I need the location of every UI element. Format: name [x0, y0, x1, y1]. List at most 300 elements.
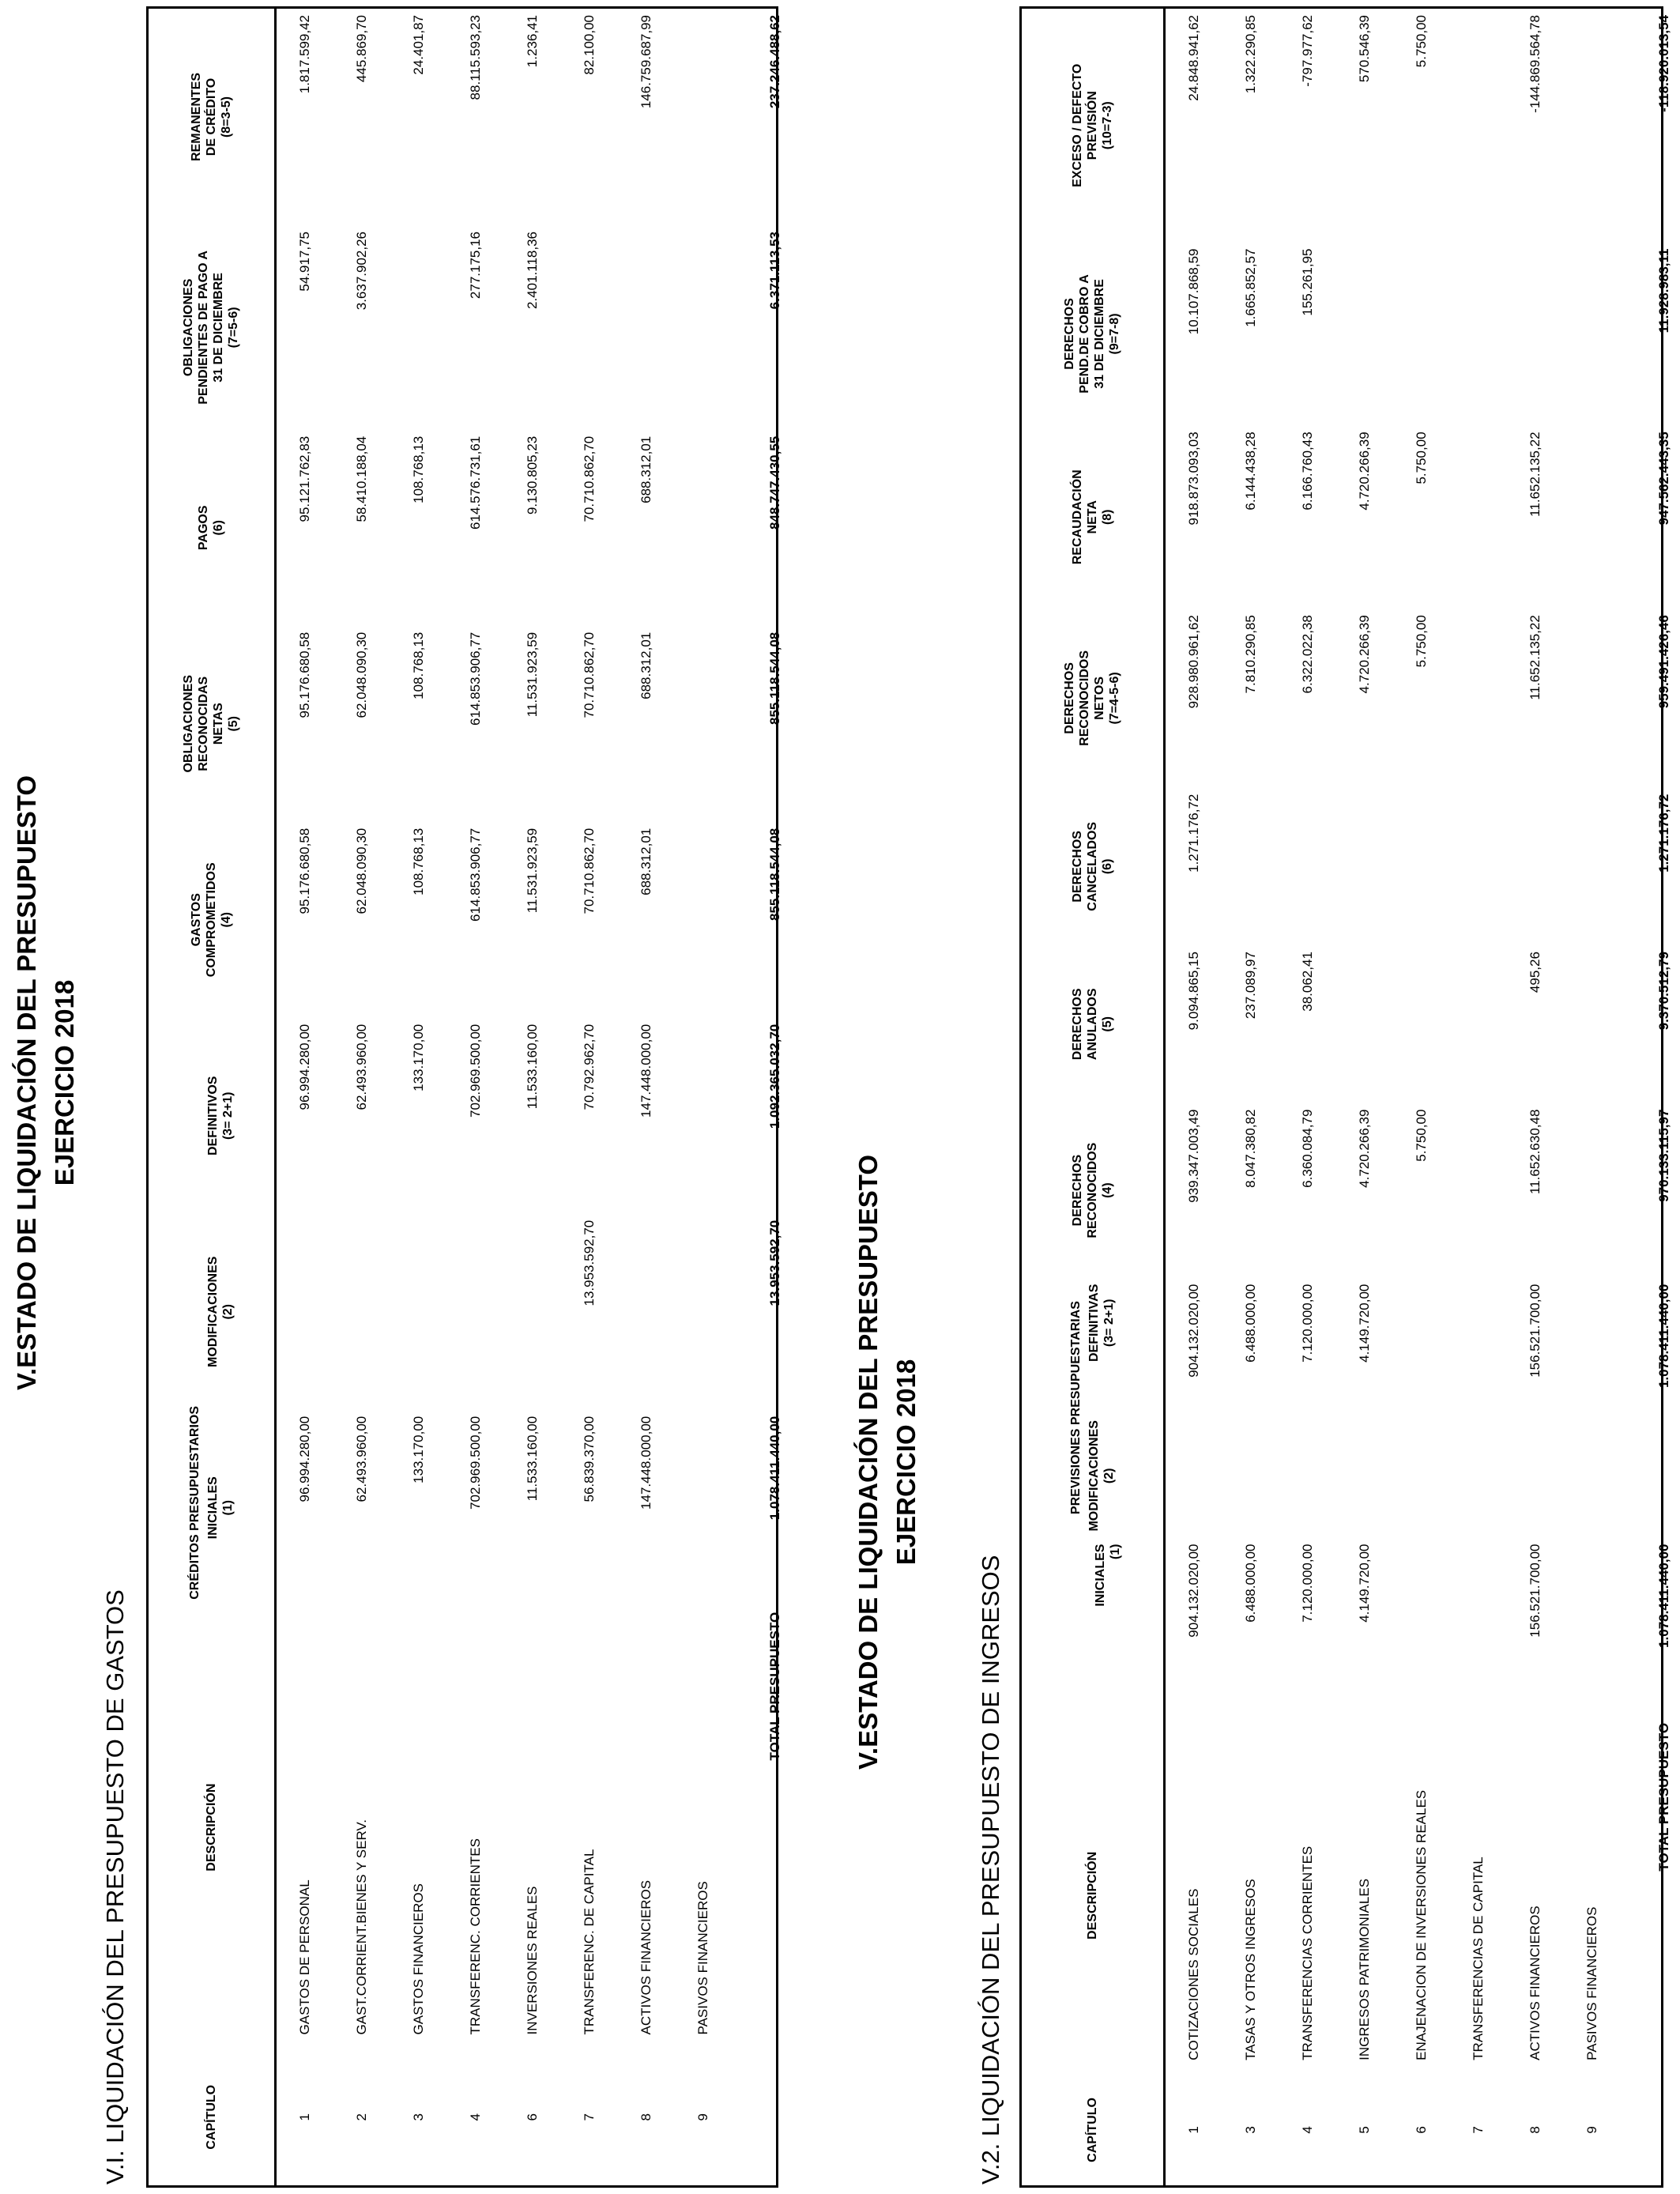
- header-pagos-label: PAGOS: [197, 505, 211, 551]
- table-row: [390, 9, 447, 2185]
- ingresos-cell-cap: 5: [1356, 2126, 1372, 2134]
- gastos-cell-com: 108.768,13: [410, 827, 426, 895]
- ingresos-title-block: [849, 790, 925, 2134]
- gastos-cell-pag: 70.710.862,70: [581, 435, 597, 522]
- ingresos-cell-cap: 6: [1413, 2126, 1429, 2134]
- gastos-cell-def: 133.170,00: [410, 1023, 426, 1091]
- ingresos-cell-mod: [1564, 1435, 1621, 1537]
- gastos-cell-cap: 4: [467, 2113, 483, 2121]
- table-row: [1336, 9, 1393, 2185]
- gastos-total-remanentes: 237.246.488,62: [767, 15, 782, 109]
- gastos-cell-obl: 614.853.906,77: [467, 631, 483, 726]
- gastos-cell-obl: 688.312,01: [638, 631, 654, 699]
- gastos-cell-def: 702.969.500,00: [467, 1023, 483, 1118]
- gastos-total-definitivos: 1.092.365.032,70: [767, 1023, 782, 1129]
- ingresos-cell-pen: 1.665.852,57: [1242, 248, 1258, 327]
- ingresos-cell-ini: 904.132.020,00: [1185, 1544, 1201, 1638]
- ingresos-cell-anu: [1393, 945, 1450, 1103]
- gastos-total-row: [732, 9, 819, 2185]
- table-row: [504, 9, 561, 2185]
- ingresos-cell-pen: [1393, 243, 1450, 426]
- gastos-total-iniciales: 1.078.411.440,00: [767, 1416, 782, 1521]
- ingresos-cell-mod: [1222, 1435, 1279, 1537]
- gastos-cell-ini: 147.448.000,00: [638, 1416, 654, 1510]
- gastos-cell-def: 147.448.000,00: [638, 1023, 654, 1118]
- header-obligaciones-l3: NETAS: [212, 703, 226, 745]
- header-comprometidos-l1: GASTOS: [189, 893, 203, 947]
- ingresos-cell-rec: 4.720.266,39: [1356, 1109, 1372, 1188]
- ing-header-capitulo: CAPÍTULO: [1022, 2075, 1164, 2185]
- gastos-cell-mod: [333, 1214, 390, 1410]
- gastos-cell-com: 95.176.680,58: [296, 827, 312, 914]
- ing-header-iniciales-code: (1): [1109, 1544, 1123, 1560]
- ing-header-pendientes-l3: 31 DE DICIEMBRE: [1093, 279, 1107, 389]
- ingresos-cell-rec: 6.360.084,79: [1299, 1109, 1315, 1188]
- ing-header-netos-l1: DERECHOS: [1063, 662, 1077, 734]
- total-cap-cell: [732, 2049, 819, 2185]
- gastos-total-label: TOTAL PRESUPUESTO: [767, 1612, 782, 1761]
- ingresos-cell-desc: TASAS Y OTROS INGRESOS: [1242, 1879, 1258, 2060]
- header-pendientes-l3: 31 DE DICIEMBRE: [212, 273, 226, 383]
- header-pagos: [149, 430, 275, 626]
- ingresos-cell-desc: PASIVOS FINANCIEROS: [1584, 1906, 1599, 2060]
- gastos-cell-obl: 62.048.090,30: [353, 631, 369, 718]
- ingresos-cell-exc: 570.546,39: [1356, 15, 1372, 83]
- gastos-cell-desc: GASTOS DE PERSONAL: [296, 1879, 312, 2035]
- ingresos-cell-cap: 3: [1242, 2126, 1258, 2134]
- ingresos-cell-mod: [1164, 1435, 1222, 1537]
- gastos-cell-mod: [390, 1214, 447, 1410]
- gastos-cell-ini: 702.969.500,00: [467, 1416, 483, 1510]
- table-row: [1164, 9, 1222, 2185]
- gastos-section-heading: V.I. LIQUIDACIÓN DEL PRESUPUESTO DE GASTOS: [101, 1589, 129, 2185]
- gastos-cell-rem: 88.115.593,23: [467, 15, 483, 100]
- ing-header-iniciales: [1022, 1538, 1164, 1717]
- ing-header-exceso-l1: EXCESO / DEFECTO: [1070, 63, 1084, 187]
- gastos-total-obligaciones: 855.118.544,08: [767, 631, 782, 725]
- gastos-cell-cap: 8: [638, 2113, 654, 2121]
- header-comprometidos: [149, 822, 275, 1018]
- gastos-cell-rem: 146.759.687,99: [638, 15, 654, 109]
- ing-header-exceso: [1022, 9, 1164, 243]
- gastos-cell-def: [675, 1018, 732, 1214]
- ingresos-total-definitivas: 1.078.411.440,00: [1656, 1284, 1671, 1389]
- ing-header-group-previsiones: PREVISIONES PRESUPUESTARIAS: [1068, 1301, 1083, 1515]
- ingresos-cell-desc: INGRESOS PATRIMONIALES: [1356, 1878, 1372, 2060]
- ingresos-cell-rau: 6.144.438,28: [1242, 432, 1258, 511]
- header-obligaciones-l2: RECONOCIDAS: [197, 676, 211, 771]
- ingresos-cell-can: [1336, 788, 1393, 945]
- gastos-cell-pen: 3.637.902,26: [353, 231, 369, 311]
- ingresos-cell-ini: 4.149.720,00: [1356, 1544, 1372, 1623]
- gastos-title-block: [8, 32, 84, 2134]
- ing-header-exceso-l2: PREVISIÓN: [1085, 91, 1099, 160]
- ing-header-modificaciones-code: (2): [1102, 1468, 1116, 1484]
- gastos-cell-rem: 445.869,70: [353, 15, 369, 83]
- gastos-cell-desc: TRANSFERENC. DE CAPITAL: [581, 1849, 597, 2035]
- ingresos-cell-desc: TRANSFERENCIAS CORRIENTES: [1299, 1845, 1315, 2060]
- gastos-cell-desc: GASTOS FINANCIEROS: [410, 1883, 426, 2035]
- header-definitivos-label: DEFINITIVOS: [205, 1076, 220, 1155]
- ingresos-cell-mod: [1279, 1435, 1336, 1537]
- table-row: [561, 9, 618, 2185]
- header-pendientes-code: (7=5-6): [227, 307, 241, 349]
- gastos-total-modificaciones: 13.953.592,70: [767, 1220, 782, 1306]
- header-comprometidos-code: (4): [219, 911, 233, 928]
- ingresos-cell-rau: [1564, 425, 1621, 609]
- ingresos-cell-rec: 5.750,00: [1413, 1109, 1429, 1162]
- ingresos-cell-net: 7.810.290,85: [1242, 615, 1258, 694]
- ingresos-cell-pen: 10.107.868,59: [1185, 248, 1201, 335]
- ing-header-anulados-l2: ANULADOS: [1085, 988, 1099, 1061]
- ingresos-cell-cap: 9: [1584, 2126, 1599, 2134]
- gastos-cell-mod: [504, 1214, 561, 1410]
- ing-header-netos-l3: NETOS: [1093, 676, 1107, 720]
- gastos-cell-desc: INVERSIONES REALES: [524, 1886, 540, 2035]
- table-row: [333, 9, 390, 2185]
- ing-header-modificaciones-label: MODIFICACIONES: [1087, 1420, 1101, 1532]
- ingresos-cell-anu: 495,26: [1527, 952, 1543, 993]
- gastos-cell-ini: 96.994.280,00: [296, 1416, 312, 1502]
- ingresos-cell-desc: COTIZACIONES SOCIALES: [1185, 1888, 1201, 2060]
- gastos-cell-com: 614.853.906,77: [467, 827, 483, 922]
- ingresos-cell-can: [1393, 788, 1450, 945]
- header-comprometidos-l2: COMPROMETIDOS: [204, 862, 218, 978]
- ing-header-pendientes-code: (9=7-8): [1108, 313, 1122, 355]
- ingresos-cell-def: 4.149.720,00: [1356, 1284, 1372, 1363]
- header-iniciales-code: (1): [220, 1499, 235, 1516]
- gastos-cell-cap: 1: [296, 2113, 312, 2121]
- gastos-total-pendientes: 6.371.113,53: [767, 231, 782, 310]
- ingresos-cell-def: 904.132.020,00: [1185, 1284, 1201, 1378]
- gastos-cell-ini: 56.839.370,00: [581, 1416, 597, 1502]
- gastos-cell-com: 62.048.090,30: [353, 827, 369, 914]
- ing-header-recaudacion-l2: NETA: [1085, 500, 1099, 534]
- gastos-cell-ini: 62.493.960,00: [353, 1416, 369, 1502]
- gastos-cell-cap: 2: [353, 2113, 369, 2121]
- ingresos-cell-anu: 9.094.865,15: [1185, 952, 1201, 1031]
- gastos-header-row: [149, 9, 275, 2185]
- table-row: [675, 9, 732, 2185]
- ing-header-pendientes-l1: DERECHOS: [1063, 298, 1077, 370]
- ingresos-cell-pen: 155.261,95: [1299, 248, 1315, 316]
- table-row: [1450, 9, 1507, 2185]
- ingresos-cell-mod: [1393, 1435, 1450, 1537]
- gastos-table: [149, 9, 819, 2185]
- ingresos-cell-rau: 918.873.093,03: [1185, 432, 1201, 526]
- ingresos-cell-rec: 11.652.630,48: [1527, 1109, 1543, 1195]
- ingresos-cell-exc: [1450, 9, 1507, 243]
- ing-header-netos: [1022, 609, 1164, 787]
- gastos-cell-pen: [561, 225, 618, 430]
- header-pendientes-l2: PENDIENTES DE PAGO A: [197, 251, 211, 405]
- ingresos-cell-mod: [1450, 1435, 1507, 1537]
- gastos-cell-pen: 2.401.118,36: [524, 231, 540, 309]
- header-modificaciones-code: (2): [220, 1303, 235, 1320]
- ingresos-cell-rau: [1450, 425, 1507, 609]
- gastos-cell-rem: 1.817.599,42: [296, 15, 312, 94]
- header-remanentes-code: (8=3-5): [219, 96, 233, 138]
- gastos-cell-com: 11.531.923,59: [524, 827, 540, 914]
- ing-header-cancelados-l1: DERECHOS: [1070, 831, 1084, 903]
- gastos-table-frame: [146, 6, 782, 2188]
- header-obligaciones-code: (5): [227, 715, 241, 732]
- gastos-cell-pen: 54.917,75: [296, 231, 312, 292]
- header-remanentes: [149, 9, 275, 225]
- ingresos-cell-pen: [1507, 243, 1564, 426]
- gastos-cell-desc: ACTIVOS FINANCIEROS: [638, 1879, 654, 2035]
- header-capitulo: CAPÍTULO: [149, 2049, 275, 2185]
- gastos-cell-pag: 9.130.805,23: [524, 435, 540, 515]
- ing-header-anulados-l1: DERECHOS: [1070, 988, 1084, 1061]
- ingresos-cell-net: [1450, 609, 1507, 787]
- ingresos-cell-cap: 7: [1470, 2126, 1486, 2134]
- header-modificaciones: [149, 1214, 275, 1410]
- ingresos-cell-ini: 156.521.700,00: [1527, 1544, 1543, 1638]
- ing-header-recaudacion: [1022, 425, 1164, 609]
- table-row: [1507, 9, 1564, 2185]
- gastos-cell-mod: 13.953.592,70: [581, 1220, 597, 1306]
- ing-header-cancelados: [1022, 788, 1164, 945]
- ingresos-cell-anu: 38.062,41: [1299, 952, 1315, 1012]
- ingresos-cell-pen: [1336, 243, 1393, 426]
- ing-header-reconocidos-l1: DERECHOS: [1070, 1154, 1084, 1227]
- gastos-cell-rem: 82.100,00: [581, 15, 597, 75]
- ing-total-cap-cell: [1621, 2075, 1680, 2185]
- ing-header-definitivas-label: DEFINITIVAS: [1087, 1284, 1101, 1362]
- gastos-cell-ini: 133.170,00: [410, 1416, 426, 1483]
- ingresos-total-row: [1621, 9, 1680, 2185]
- ingresos-total-anulados: 9.370.512,79: [1656, 952, 1671, 1031]
- ingresos-cell-rec: 8.047.380,82: [1242, 1109, 1258, 1188]
- header-iniciales-label: INICIALES: [205, 1476, 220, 1540]
- gastos-cell-rem: 24.401,87: [410, 15, 426, 75]
- ing-header-netos-l2: RECONOCIDOS: [1078, 650, 1092, 746]
- ingresos-cell-exc: 1.322.290,85: [1242, 15, 1258, 94]
- gastos-cell-cap: 3: [410, 2113, 426, 2121]
- table-row: [1564, 9, 1621, 2185]
- gastos-cell-def: 11.533.160,00: [524, 1023, 540, 1110]
- gastos-cell-desc: PASIVOS FINANCIEROS: [695, 1881, 710, 2035]
- ingresos-cell-can: [1279, 788, 1336, 945]
- ingresos-cell-rec: [1450, 1103, 1507, 1278]
- ingresos-header-row: [1022, 9, 1164, 2185]
- ingresos-cell-anu: [1564, 945, 1621, 1103]
- ingresos-cell-cap: 1: [1185, 2126, 1201, 2134]
- ing-header-anulados-code: (5): [1100, 1016, 1114, 1032]
- ingresos-cell-desc: TRANSFERENCIAS DE CAPITAL: [1470, 1857, 1486, 2060]
- ingresos-total-cancelados: 1.271.176,72: [1656, 794, 1671, 873]
- gastos-title-line2: EJERCICIO 2018: [50, 979, 79, 1186]
- ingresos-cell-can: [1507, 788, 1564, 945]
- ingresos-cell-net: 928.980.961,62: [1185, 615, 1201, 709]
- ing-header-netos-code: (7=4-5-6): [1108, 672, 1122, 725]
- ingresos-cell-rau: 11.652.135,22: [1527, 432, 1543, 517]
- ingresos-cell-desc: ACTIVOS FINANCIEROS: [1527, 1906, 1543, 2060]
- ingresos-total-exceso: -118.920.013,54: [1656, 15, 1671, 112]
- gastos-cell-com: 70.710.862,70: [581, 827, 597, 914]
- table-row: [275, 9, 333, 2185]
- gastos-cell-pag: 688.312,01: [638, 435, 654, 503]
- ing-header-cancelados-code: (6): [1100, 858, 1114, 875]
- ingresos-cell-rau: 5.750,00: [1413, 432, 1429, 484]
- ingresos-cell-exc: 5.750,00: [1413, 15, 1429, 68]
- ingresos-cell-net: 4.720.266,39: [1356, 615, 1372, 694]
- ingresos-table: [1022, 9, 1680, 2185]
- ingresos-cell-cap: 4: [1299, 2126, 1315, 2134]
- gastos-cell-ini: 11.533.160,00: [524, 1416, 540, 1502]
- ingresos-cell-exc: -144.869.564,78: [1527, 15, 1543, 113]
- gastos-cell-desc: GAST.CORRIENT.BIENES Y SERV.: [353, 1819, 369, 2035]
- header-remanentes-l2: DE CRÉDITO: [204, 77, 218, 156]
- ingresos-total-modificaciones: [1621, 1435, 1680, 1537]
- gastos-cell-mod: [275, 1214, 333, 1410]
- table-row: [618, 9, 675, 2185]
- ing-header-reconocidos-l2: RECONOCIDOS: [1085, 1142, 1099, 1238]
- ingresos-cell-def: [1564, 1278, 1621, 1436]
- ingresos-cell-mod: [1336, 1435, 1393, 1537]
- header-descripcion: DESCRIPCIÓN: [149, 1606, 275, 2049]
- gastos-total-pagos: 848.747.430,55: [767, 435, 782, 530]
- ing-header-pendientes: [1022, 243, 1164, 426]
- ing-header-reconocidos: [1022, 1103, 1164, 1278]
- ingresos-total-reconocidos: 970.133.115,97: [1656, 1109, 1671, 1202]
- header-remanentes-l1: REMANENTES: [189, 72, 203, 161]
- ingresos-cell-can: [1564, 788, 1621, 945]
- ingresos-cell-ini: [1450, 1538, 1507, 1717]
- ingresos-total-label: TOTAL PRESUPUESTO: [1656, 1722, 1671, 1872]
- ingresos-title-line2: EJERCICIO 2018: [891, 1359, 921, 1566]
- gastos-cell-desc: TRANSFERENC. CORRIENTES: [467, 1838, 483, 2035]
- gastos-cell-pen: 277.175,16: [467, 231, 483, 300]
- gastos-cell-def: 70.792.962,70: [581, 1023, 597, 1110]
- ingresos-cell-def: 6.488.000,00: [1242, 1284, 1258, 1363]
- gastos-cell-com: 688.312,01: [638, 827, 654, 895]
- header-iniciales: [149, 1405, 275, 1606]
- header-definitivos-code: (3= 2+1): [220, 1091, 235, 1140]
- ingresos-cell-pen: [1564, 243, 1621, 426]
- header-pendientes: [149, 225, 275, 430]
- header-pagos-code: (6): [212, 519, 226, 536]
- ingresos-cell-net: 11.652.135,22: [1527, 615, 1543, 700]
- ingresos-cell-net: 5.750,00: [1413, 615, 1429, 668]
- header-group-creditos: CRÉDITOS PRESUPUESTARIOS: [187, 1405, 202, 1600]
- gastos-cell-pen: [675, 225, 732, 430]
- gastos-cell-pag: 95.121.762,83: [296, 435, 312, 522]
- gastos-table-body: [275, 9, 732, 2185]
- gastos-cell-obl: 108.768,13: [410, 631, 426, 699]
- ingresos-cell-rec: [1564, 1103, 1621, 1278]
- gastos-cell-def: 62.493.960,00: [353, 1023, 369, 1110]
- header-definitivos: [149, 1018, 275, 1214]
- gastos-cell-cap: 9: [695, 2113, 710, 2121]
- ing-header-recaudacion-l1: RECAUDACIÓN: [1070, 469, 1084, 565]
- ing-header-exceso-code: (10=7-3): [1100, 101, 1114, 150]
- ingresos-cell-rau: 4.720.266,39: [1356, 432, 1372, 511]
- header-pendientes-l1: OBLIGACIONES: [182, 278, 196, 377]
- ingresos-cell-can: 1.271.176,72: [1185, 794, 1201, 873]
- ingresos-cell-def: 156.521.700,00: [1527, 1284, 1543, 1378]
- gastos-cell-pag: 58.410.188,04: [353, 435, 369, 522]
- header-modificaciones-label: MODIFICACIONES: [205, 1256, 220, 1367]
- gastos-cell-pag: 108.768,13: [410, 435, 426, 503]
- ingresos-cell-ini: 7.120.000,00: [1299, 1544, 1315, 1623]
- ingresos-cell-def: 7.120.000,00: [1299, 1284, 1315, 1363]
- ingresos-title-line1: V.ESTADO DE LIQUIDACIÓN DEL PRESUPUESTO: [853, 1154, 883, 1770]
- gastos-cell-pag: [675, 430, 732, 626]
- gastos-cell-ini: [675, 1410, 732, 1606]
- gastos-cell-pen: [618, 225, 675, 430]
- ingresos-cell-can: [1222, 788, 1279, 945]
- ingresos-cell-ini: 6.488.000,00: [1242, 1544, 1258, 1623]
- header-obligaciones-l1: OBLIGACIONES: [182, 674, 196, 773]
- table-row: [1393, 9, 1450, 2185]
- ingresos-cell-exc: [1564, 9, 1621, 243]
- ingresos-cell-ini: [1393, 1538, 1450, 1717]
- ingresos-cell-net: [1564, 609, 1621, 787]
- gastos-cell-mod: [447, 1214, 504, 1410]
- ingresos-table-body: [1164, 9, 1621, 2185]
- gastos-cell-mod: [618, 1214, 675, 1410]
- gastos-cell-mod: [675, 1214, 732, 1410]
- table-row: [447, 9, 504, 2185]
- gastos-cell-obl: 11.531.923,59: [524, 631, 540, 718]
- ingresos-total-pendientes: 11.928.983,11: [1656, 248, 1671, 334]
- ingresos-cell-net: 6.322.022,38: [1299, 615, 1315, 694]
- ingresos-cell-exc: 24.848.941,62: [1185, 15, 1201, 101]
- ingresos-table-frame: [1019, 6, 1671, 2188]
- ing-header-recaudacion-code: (8): [1100, 509, 1114, 526]
- ingresos-cell-def: [1450, 1278, 1507, 1436]
- ingresos-cell-def: [1393, 1278, 1450, 1436]
- gastos-title-line1: V.ESTADO DE LIQUIDACIÓN DEL PRESUPUESTO: [12, 775, 41, 1391]
- gastos-cell-rem: 1.236,41: [524, 15, 540, 68]
- ing-header-pendientes-l2: PEND.DE COBRO A: [1078, 274, 1092, 394]
- ing-header-modificaciones: [1022, 1278, 1164, 1538]
- ingresos-cell-anu: [1450, 945, 1507, 1103]
- ingresos-cell-ini: [1564, 1538, 1621, 1717]
- ing-header-definitivas-code: (3= 2+1): [1102, 1299, 1116, 1348]
- ingresos-cell-anu: [1336, 945, 1393, 1103]
- gastos-cell-cap: 6: [524, 2113, 540, 2121]
- ingresos-cell-anu: 237.089,97: [1242, 952, 1258, 1020]
- ingresos-cell-pen: [1450, 243, 1507, 426]
- ingresos-cell-rau: 6.166.760,43: [1299, 432, 1315, 511]
- ingresos-total-netos: 959.491.426,46: [1656, 615, 1671, 709]
- gastos-cell-obl: 95.176.680,58: [296, 631, 312, 718]
- gastos-cell-com: [675, 822, 732, 1018]
- ingresos-total-recaudacion: 947.562.443,35: [1656, 432, 1671, 526]
- ing-header-anulados: [1022, 945, 1164, 1103]
- ingresos-cell-cap: 8: [1527, 2126, 1543, 2134]
- ingresos-cell-rec: 939.347.003,49: [1185, 1109, 1201, 1203]
- gastos-cell-pag: 614.576.731,61: [467, 435, 483, 530]
- gastos-cell-obl: [675, 626, 732, 822]
- ingresos-section-heading: V.2. LIQUIDACIÓN DEL PRESUPUESTO DE INGRESOS: [977, 1555, 1004, 2185]
- ing-header-reconocidos-code: (4): [1100, 1182, 1114, 1198]
- header-obligaciones: [149, 626, 275, 822]
- ingresos-cell-can: [1450, 788, 1507, 945]
- table-row: [1222, 9, 1279, 2185]
- gastos-cell-rem: [675, 9, 732, 225]
- table-row: [1279, 9, 1336, 2185]
- ingresos-cell-exc: -797.977,62: [1299, 15, 1315, 87]
- gastos-cell-def: 96.994.280,00: [296, 1023, 312, 1110]
- gastos-cell-obl: 70.710.862,70: [581, 631, 597, 718]
- ing-header-descripcion: DESCRIPCIÓN: [1022, 1717, 1164, 2075]
- gastos-cell-cap: 7: [581, 2113, 597, 2121]
- ingresos-total-iniciales: 1.078.411.440,00: [1656, 1544, 1671, 1648]
